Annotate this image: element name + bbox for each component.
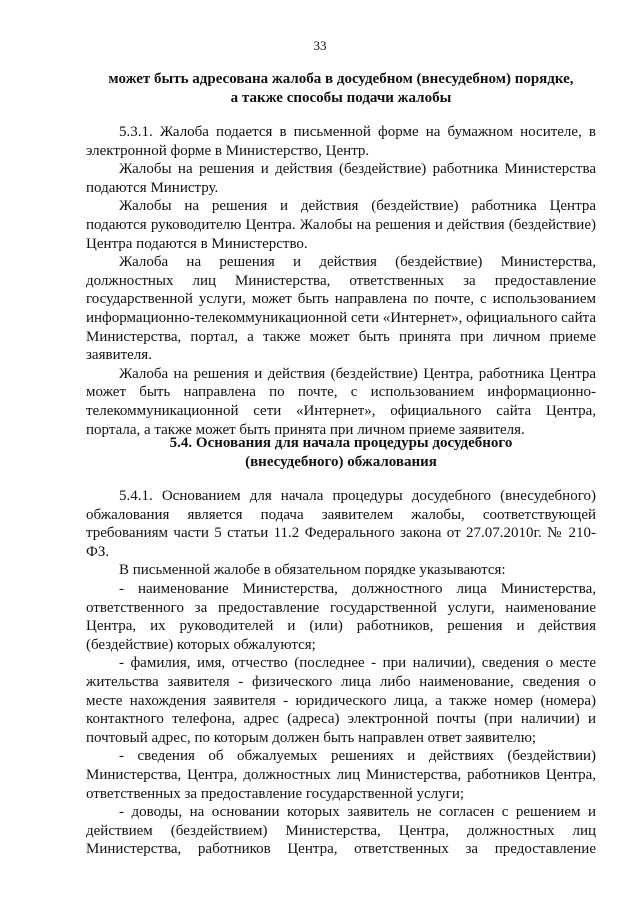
heading-line: (внесудебного) обжалования — [245, 453, 437, 470]
paragraph: 5.3.1. Жалоба подается в письменной форме на бумажном носителе, в электронной форме в Министерство, Центр. — [86, 124, 596, 159]
paragraph: Жалоба на решения и действия (бездействие) Центра, работника Центра может быть направлена по почте, с использованием информационно-телекоммуникационной сети «Интернет», официального сайта Центра, портала, а также может быть принята при личном приеме заявителя. — [86, 365, 596, 438]
section-heading-complaint-addressee — [86, 70, 596, 107]
paragraph: Жалобы на решения и действия (бездействие) работника Министерства подаются Министру. — [86, 161, 596, 196]
page-number: 33 — [313, 38, 327, 53]
heading-line: а также способы подачи жалобы — [230, 89, 452, 106]
list-item: - сведения об обжалуемых решениях и действиях (бездействии) Министерства, Центра, должностных лиц Министерства, работников Центра, ответственных за предоставление государственной услуги; — [86, 748, 596, 802]
paragraph: 5.4.1. Основанием для начала процедуры досудебного (внесудебного) обжалования является подача заявителем жалобы, соответствующей требованиям части 5 статьи 11.2 Федерального закона от 27.07.2010г. № 210-ФЗ. — [86, 488, 596, 560]
heading-line: 5.4. Основания для начала процедуры досудебного — [169, 435, 513, 451]
section-5-4-1 — [86, 487, 596, 859]
list-item: - наименование Министерства, должностного лица Министерства, ответственного за предоставление государственной услуги, наименование Центра, их руководителей и (или) работников, решения и действия (бездействие) которых обжалуются; — [86, 580, 596, 653]
list-item: - фамилия, имя, отчество (последнее - при наличии), сведения о месте жительства заявителя - физического лица либо наименование, сведения о месте нахождения заявителя - юридического лица, а также номер (номера) контактного телефона, адрес (адреса) электронной почты (при наличии) и почтовый адрес, по которым должен быть направлен ответ заявителю; — [86, 655, 596, 746]
paragraph: В письменной жалобе в обязательном порядке указываются: — [119, 562, 506, 579]
paragraph: Жалобы на решения и действия (бездействие) работника Центра подаются руководителю Центра. Жалобы на решения и действия (бездействие) Центра подаются в Министерство. — [86, 198, 596, 252]
section-5-3-1 — [86, 123, 596, 439]
heading-line: может быть адресована жалоба в досудебном (внесудебном) порядке, — [108, 71, 574, 87]
list-item: - доводы, на основании которых заявитель не согласен с решением и действием (бездействием) Министерства, Центра, должностных лиц Министерства, работников Центра, ответственных за предоставление — [86, 804, 596, 858]
paragraph: Жалоба на решения и действия (бездействие) Министерства, должностных лиц Министерства, ответственных за предоставление государственной услуги, может быть направлена по почте, с использованием информационно-телекоммуникационной сети «Интернет», официального сайта Министерства, портал, а также может быть принята при личном приеме заявителя. — [86, 254, 596, 364]
section-heading-5-4 — [86, 434, 596, 471]
